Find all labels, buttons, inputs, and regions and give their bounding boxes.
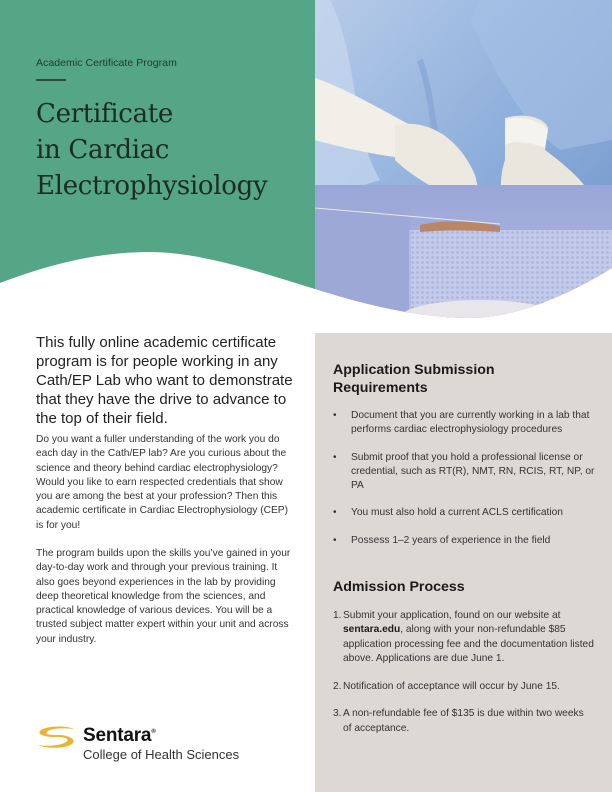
requirements-panel — [315, 333, 612, 792]
intro-lead-paragraph: This fully online academic certificate program is for people working in any Cath/EP Lab who want to demonstrate that they have the drive to advance to the top of their field. — [36, 334, 293, 427]
admission-step: 3. A non-refundable fee of $135 is due within two weeks of acceptance. — [333, 708, 584, 734]
list-item: • Possess 1–2 years of experience in the field — [333, 534, 603, 548]
title-line: Electrophysiology — [36, 171, 268, 201]
eyebrow-divider — [36, 79, 66, 81]
title-line: Certificate — [36, 99, 174, 129]
list-item: • Document that you are currently working in a lab that performs cardiac electrophysiology procedures — [333, 410, 590, 436]
sentara-logo — [36, 724, 276, 769]
admission-heading: Admission Process — [333, 579, 465, 595]
admission-step: 2. Notification of acceptance will occur by June 15. — [333, 680, 560, 692]
website-link[interactable]: sentara.edu — [343, 624, 401, 636]
body-paragraph: The program builds upon the skills you’ve gained in your day-to-day work and through your previous training. It also goes beyond experiences in the lab by providing deep theoretical knowledge from the sciences, and practical knowledge of various devices. You will be a trusted subject matter expert within your unit and across your industry. — [36, 548, 291, 645]
hero-photo — [315, 0, 612, 330]
bullet-icon: • — [333, 410, 337, 421]
admission-steps — [333, 609, 595, 750]
bullet-icon: • — [333, 507, 337, 519]
logo-wordmark: Sentara® — [83, 725, 156, 746]
requirements-heading: Application Submission Requirements — [333, 362, 495, 396]
program-type-label: Academic Certificate Program — [36, 57, 177, 69]
bullet-icon: • — [333, 534, 337, 546]
list-item: • Submit proof that you hold a professional license or credential, such as RT(R), NMT, RN, RCIS, RT, NP, or PA — [333, 451, 595, 492]
requirements-list — [333, 409, 603, 561]
admission-step: 1. Submit your application, found on our website at sentara.edu, along with your non-refundable $85 application processing fee and the documentation listed above. Applications are due June 1. — [333, 610, 594, 664]
body-paragraph: Do you want a fuller understanding of the work you do each day in the Cath/EP lab? Are you curious about the science and theory behind cardiac electrophysiology? Would you like to earn respected credentials that show you are among the best at your profession? Then this academic certificate in Cardiac Electrophysiology (CEP) is for you! — [36, 434, 288, 531]
page-title — [36, 96, 267, 204]
title-line: in Cardiac — [36, 135, 170, 165]
bullet-icon: • — [333, 451, 337, 463]
logo-subtitle: College of Health Sciences — [83, 747, 240, 762]
list-item: • You must also hold a current ACLS certification — [333, 506, 603, 520]
sentara-swoosh-icon — [36, 726, 76, 748]
